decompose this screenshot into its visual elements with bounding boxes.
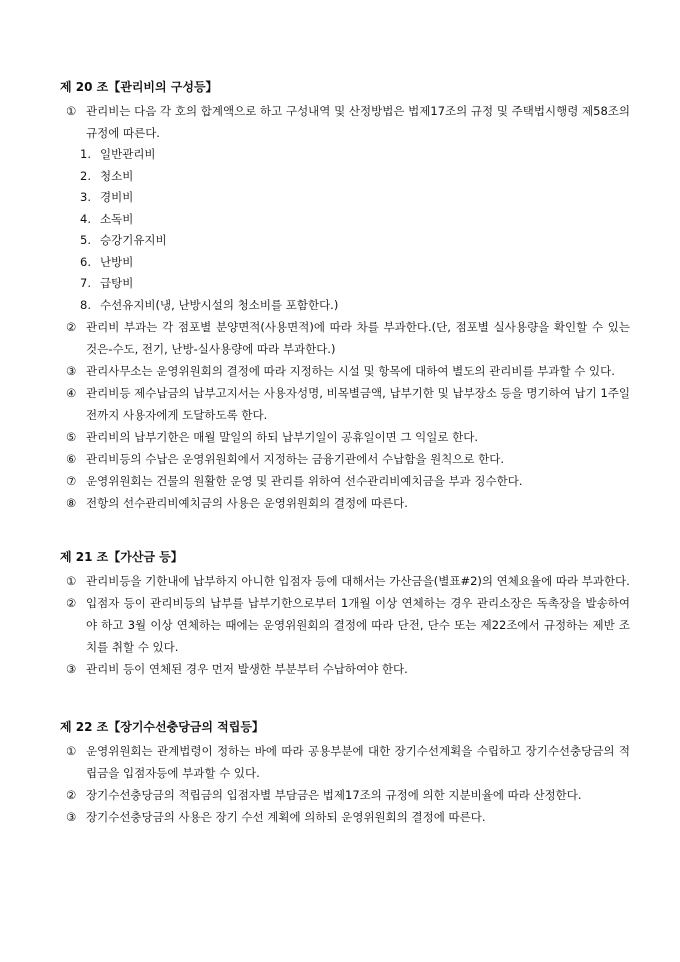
list-item xyxy=(60,230,630,252)
paragraph-text: 관리비 부과는 각 점포별 분양면적(사용면적)에 따라 차를 부과한다.(단, 점포별 실사용량을 확인할 수 있는 것은-수도, 전기, 난방-실사용량에 따라 부과한다.) xyxy=(86,320,630,356)
paragraph xyxy=(60,426,630,448)
item-text: 일반관리비 xyxy=(100,147,156,161)
item-number: 8. xyxy=(80,297,91,312)
article-title: 제 22 조【장기수선충당금의 적립등】 xyxy=(60,720,264,734)
paragraph xyxy=(60,470,630,492)
item-number: 1. xyxy=(80,147,91,161)
item-text: 난방비 xyxy=(100,254,134,269)
paragraph-number: ⑧ xyxy=(66,496,77,510)
item-number: 4. xyxy=(80,211,91,226)
paragraph-number: ② xyxy=(66,788,77,802)
paragraph-text: 운영위원회는 건물의 원활한 운영 및 관리를 위하여 선수관리비예치금을 부과 징수한다. xyxy=(86,474,523,488)
paragraph-text: 장기수선충당금의 사용은 장기 수선 계획에 의하되 운영위원회의 결정에 따른다. xyxy=(86,810,486,824)
paragraph xyxy=(60,448,630,470)
paragraph xyxy=(60,784,630,806)
article-21 xyxy=(60,546,630,680)
paragraph xyxy=(60,316,630,360)
paragraph-text: 관리비의 납부기한은 매월 말일의 하되 납부기일이 공휴일이면 그 익일로 한다. xyxy=(86,430,479,444)
item-text: 경비비 xyxy=(100,190,134,204)
article-22 xyxy=(60,716,630,828)
item-text: 수선유지비(냉, 난방시설의 청소비를 포함한다.) xyxy=(100,297,339,312)
list-item xyxy=(60,295,630,317)
item-text: 급탕비 xyxy=(100,276,134,290)
paragraph xyxy=(60,592,630,658)
item-text: 소독비 xyxy=(100,211,134,226)
paragraph-text: 관리비등의 수납은 운영위원회에서 지정하는 금융기관에서 수납함을 원칙으로 한다. xyxy=(86,452,505,466)
paragraph-number: ② xyxy=(66,320,77,334)
paragraph xyxy=(60,570,630,592)
paragraph-text: 관리비등을 기한내에 납부하지 아니한 입점자 등에 대해서는 가산금을(별표#2)의 연체요율에 따라 부과한다. xyxy=(86,574,630,588)
paragraph xyxy=(60,806,630,828)
paragraph-text: 장기수선충당금의 적립금의 입점자별 부담금은 법제17조의 규정에 의한 지분비율에 따라 산정한다. xyxy=(86,788,582,802)
paragraph xyxy=(60,658,630,680)
article-20 xyxy=(60,76,630,514)
paragraph-number: ③ xyxy=(66,662,77,676)
paragraph xyxy=(60,100,630,144)
paragraph-number: ① xyxy=(66,744,77,758)
paragraph-number: ⑤ xyxy=(66,430,77,444)
paragraph-text: 관리사무소는 운영위원회의 결정에 따라 지정하는 시설 및 항목에 대하여 별도의 관리비를 부과할 수 있다. xyxy=(86,364,615,378)
paragraph-number: ⑥ xyxy=(66,452,77,466)
paragraph-number: ① xyxy=(66,574,77,588)
paragraph-number: ③ xyxy=(66,810,77,824)
list-item xyxy=(60,273,630,295)
paragraph xyxy=(60,360,630,382)
item-number: 3. xyxy=(80,190,91,204)
article-title: 제 21 조【가산금 등】 xyxy=(60,550,183,564)
paragraph xyxy=(60,492,630,514)
paragraph-text: 입점자 등이 관리비등의 납부를 납부기한으로부터 1개월 이상 연체하는 경우 관리소장은 독촉장을 발송하여야 하고 3월 이상 연체하는 때에는 운영위원회의 결정에 따라 단전, 단수 또는 제22조에서 규정하는 제반 조치를 취할 수 있다. xyxy=(86,596,630,654)
item-number: 6. xyxy=(80,254,91,269)
paragraph-text: 관리비는 다음 각 호의 합계액으로 하고 구성내역 및 산정방법은 법제17조의 규정 및 주택법시행령 제58조의 규정에 따른다. xyxy=(86,104,630,140)
paragraph-text: 전항의 선수관리비예치금의 사용은 운영위원회의 결정에 따른다. xyxy=(86,496,408,510)
item-number: 2. xyxy=(80,168,91,183)
paragraph-number: ④ xyxy=(66,386,77,400)
paragraph-number: ③ xyxy=(66,364,77,378)
paragraph-text: 관리비 등이 연체된 경우 먼저 발생한 부분부터 수납하여야 한다. xyxy=(86,662,408,676)
item-text: 승강기유지비 xyxy=(100,233,167,247)
paragraph-number: ⑦ xyxy=(66,474,77,488)
paragraph xyxy=(60,740,630,784)
item-number: 5. xyxy=(80,233,91,247)
list-item xyxy=(60,166,630,188)
paragraph xyxy=(60,382,630,426)
list-item xyxy=(60,209,630,231)
paragraph-number: ① xyxy=(66,104,77,118)
article-title: 제 20 조【관리비의 구성등】 xyxy=(60,80,218,94)
item-text: 청소비 xyxy=(100,168,134,183)
paragraph-text: 운영위원회는 관계법령이 정하는 바에 따라 공용부분에 대한 장기수선계획을 수립하고 장기수선충당금의 적립금을 입점자등에 부과할 수 있다. xyxy=(86,744,630,780)
list-item xyxy=(60,144,630,166)
list-item xyxy=(60,252,630,274)
paragraph-text: 관리비등 제수납금의 납부고지서는 사용자성명, 비목별금액, 납부기한 및 납부장소 등을 명기하여 납기 1주일 전까지 사용자에게 도달하도록 한다. xyxy=(86,386,630,422)
item-number: 7. xyxy=(80,276,91,290)
paragraph-number: ② xyxy=(66,596,77,610)
list-item xyxy=(60,187,630,209)
